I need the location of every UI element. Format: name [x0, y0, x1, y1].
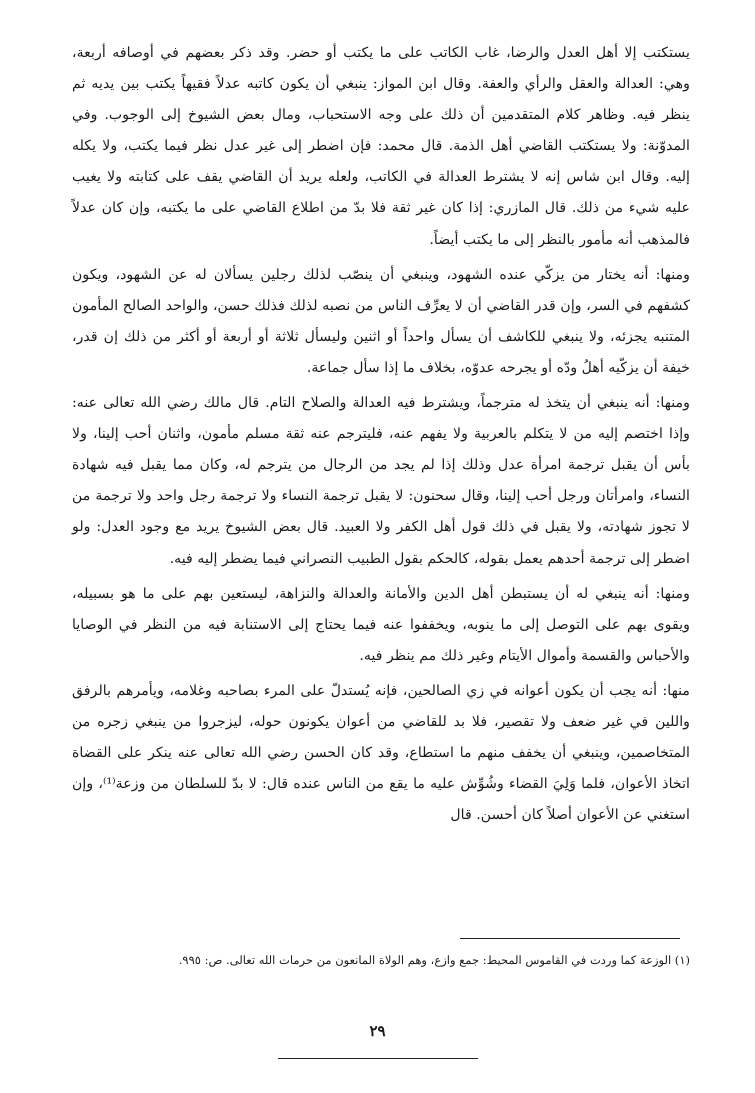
paragraph-5: منها: أنه يجب أن يكون أعوانه في زي الصالحين، فإنه يُستدلّ على المرء بصاحبه وغلامه، ويأمرهم بالرفق واللين في غير ضعف ولا تقصير، فلا بد للقاضي من أعوان يكونون حوله، ليزجروا من ينبغي زجره من المتخاصمين، وينبغي أن يخفف منهم ما استطاع، وقد كان الحسن رضي الله تعالى عنه ينكر على القضاة اتخاذ الأعوان، فلما وَلِيَ القضاء وشُوِّش عليه ما يقع من الناس عنده قال: لا بدّ للسلطان من وزعة⁽¹⁾، وإن استغني عن الأعوان أصلاً كان أحسن. قال	[72, 682, 690, 824]
paragraph-1: يستكتب إلا أهل العدل والرضا، غاب الكاتب على ما يكتب أو حضر. وقد ذكر بعضهم في أوصافه أربعة، وهي: العدالة والعقل والرأي والعفة. وقال ابن المواز: ينبغي أن يكون كاتبه عدلاً فقيهاً يكتب بين يديه ثم ينظر فيه. وظاهر كلام المتقدمين أن ذلك على وجه الاستحباب، ومال بعض الشيوخ إلى الوجوب. وفي المدوّنة: ولا يستكتب القاضي أهل الذمة. قال محمد: فإن اضطر إلى غير عدل نظر فيما يكتب، ولا يكله إليه. وقال ابن شاس إنه لا يشترط العدالة في الكاتب، ولعله يريد أن القاضي يقف على كتابته ولا يغيب عليه شيء من ذلك. قال المازري: إذا كان غير ثقة فلا بدّ من اطلاع القاضي على ما يكتبه، وإن كان عدلاً فالمذهب أنه مأمور بالنظر إلى ما يكتب أيضاً.	[72, 45, 690, 248]
paragraph-2: ومنها: أنه يختار من يزكّي عنده الشهود، وينبغي أن ينصّب لذلك رجلين يسألان له عن الشهود، ويكون كشفهم في السر، وإن قدر القاضي أن لا يعرِّف الناس من نصبه لذلك فذلك حسن، والواحد الصالح المأمون المتنبه يجزئه، ولا ينبغي للكاشف أن يسأل واحداً أو اثنين وليسأل ثلاثة أو أربعة أو أكثر من ذلك إن قدر، خيفة أن يزكّيه أهلُ ودّه أو يجرحه عدوّه، بخلاف ما إذا سأل جماعة.	[72, 266, 690, 376]
paragraph-4: ومنها: أنه ينبغي له أن يستبطن أهل الدين والأمانة والعدالة والنزاهة، ليستعين بهم على ما هو بسبيله، ويقوى بهم على التوصل إلى ما ينوبه، ويخففوا عنه فيما يحتاج إلى الاستنابة فيه من النظر في الوصايا والأحباس والقسمة وأموال الأيتام وغير ذلك مم ينظر فيه.	[72, 585, 690, 664]
footnote: (١) الوزعة كما وردت في القاموس المحيط: جمع وازع، وهم الولاة المانعون من حرمات الله تعالى. ص: ٩٩٥.	[178, 953, 690, 967]
page-number-rule	[278, 1058, 478, 1059]
paragraph-3: ومنها: أنه ينبغي أن يتخذ له مترجماً، ويشترط فيه العدالة والصلاح التام. قال مالك رضي الله تعالى عنه: وإذا اختصم إليه من لا يتكلم بالعربية ولا يفهم عنه، فليترجم عنه ثقة مسلم مأمون، واثنان أحب إلينا، ولا بأس أن يقبل ترجمة امرأة عدل وذلك إذا لم يجد من الرجال من يترجم له، وكان مما يقبل فيه شهادة النساء، وامرأتان ورجل أحب إلينا، وقال سحنون: لا يقبل ترجمة النساء ولا ترجمة رجل واحد ولا ترجمة من لا تجوز شهادته، ولا يقبل في ذلك قول أهل الكفر ولا العبيد. قال بعض الشيوخ يريد مع وجود العدل: ولو اضطر إلى ترجمة أحدهم يعمل بقوله، كالحكم بقول الطبيب النصراني فيما يضطر إليه فيه.	[72, 395, 690, 567]
main-text	[72, 38, 690, 835]
page-number: ٢٩	[369, 1022, 386, 1040]
footnote-separator	[460, 938, 680, 939]
